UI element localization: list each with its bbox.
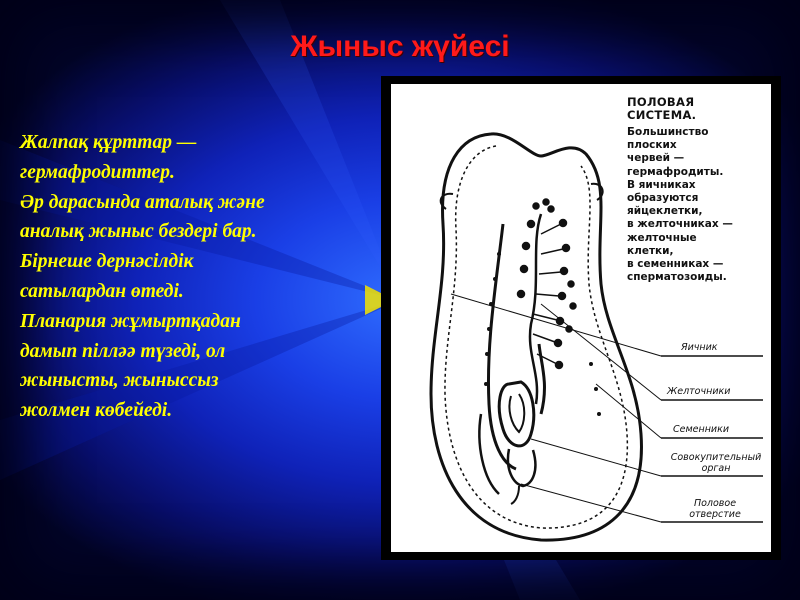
- caption-title-line: СИСТЕМА.: [627, 108, 697, 122]
- caption-line: сперматозоиды.: [627, 271, 727, 284]
- body-line: Бірнеше дернәсілдік: [20, 251, 194, 273]
- copulatory-organ-inner: [509, 394, 524, 432]
- caption-line: Большинство: [627, 126, 709, 138]
- label-copulatory-organ: Совокупительный орган: [670, 452, 762, 474]
- body-line: Жалпақ құрттар —: [20, 132, 197, 153]
- vitellaria: [518, 200, 576, 405]
- slide-title: Жыныс жүйесі: [290, 30, 510, 63]
- caption-line: гермафродиты.: [627, 165, 724, 178]
- leader-lines: [451, 294, 661, 522]
- caption-line: клетки,: [627, 244, 674, 257]
- sperm-duct-right: [539, 344, 544, 414]
- copulatory-organ: [499, 382, 534, 446]
- body-line: Әр дарасында аталық және: [20, 191, 265, 213]
- sperm-duct-left: [488, 224, 516, 469]
- caption-line: желточные: [627, 231, 697, 244]
- genital-pore: [511, 486, 519, 504]
- label-vitellaria: Желточники: [667, 386, 731, 397]
- caption-line: яйцеклетки,: [627, 205, 703, 218]
- body-line: Планария жұмыртқадан: [20, 310, 241, 332]
- planarian-figure: [381, 76, 781, 560]
- caption-line: В яичниках: [627, 178, 696, 191]
- body-line: жолмен көбейеді.: [20, 400, 173, 422]
- caption-line: в желточниках —: [627, 218, 733, 231]
- caption-line: плоских: [627, 139, 677, 152]
- body-line: сатылардан өтеді.: [20, 280, 184, 302]
- body-outline: [431, 134, 641, 540]
- label-genital-pore: Половое отверстие: [689, 498, 741, 520]
- caption-line: червей —: [627, 152, 685, 165]
- caption-line: в семенниках —: [627, 258, 724, 271]
- label-ovary: Яичник: [681, 342, 718, 353]
- pharynx-tube: [479, 414, 499, 494]
- caption-title-line: ПОЛОВАЯ: [627, 95, 695, 109]
- body-text: [20, 128, 400, 426]
- caption-title: [627, 96, 696, 122]
- body-line: жынысты, жыныссыз: [20, 370, 219, 392]
- body-line: гермафродиттер.: [20, 161, 175, 183]
- caption-text: [627, 126, 733, 284]
- caption-line: образуются: [627, 192, 699, 205]
- body-line: дамып пілләә түзеді, ол: [20, 340, 226, 362]
- body-line: аналық жыныс бездері бар.: [20, 221, 257, 243]
- figure-panel: [391, 84, 771, 552]
- label-testes: Семенники: [673, 424, 729, 435]
